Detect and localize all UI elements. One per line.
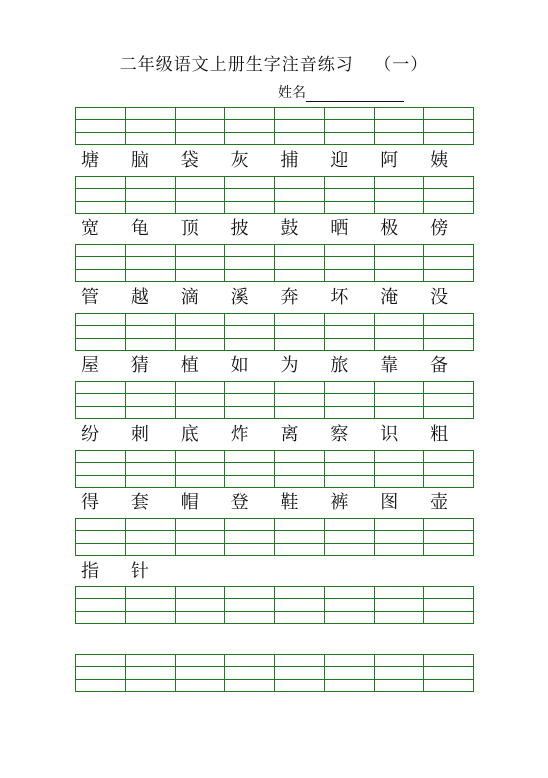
pinyin-cell[interactable] [176, 108, 226, 144]
pinyin-cell[interactable] [126, 245, 176, 281]
pinyin-cell[interactable] [126, 451, 176, 487]
hanzi-character: 坏 [330, 287, 349, 308]
name-label: 姓名 [278, 85, 306, 101]
pinyin-cell[interactable] [375, 519, 425, 555]
pinyin-cell[interactable] [76, 655, 126, 691]
hanzi-character: 植 [180, 355, 199, 376]
hanzi-character: 识 [380, 424, 399, 445]
hanzi-character: 套 [130, 492, 149, 513]
hanzi-character: 极 [380, 218, 399, 239]
pinyin-cell[interactable] [225, 245, 275, 281]
pinyin-cell[interactable] [176, 382, 226, 418]
hanzi-character: 粗 [430, 424, 449, 445]
hanzi-character: 溪 [230, 287, 249, 308]
hanzi-character [275, 560, 325, 584]
pinyin-grid [75, 244, 474, 282]
hanzi-character: 脑 [130, 150, 149, 171]
hanzi-character: 龟 [130, 218, 149, 239]
pinyin-cell[interactable] [275, 382, 325, 418]
pinyin-cell[interactable] [375, 314, 425, 350]
pinyin-cell[interactable] [424, 177, 473, 213]
pinyin-cell[interactable] [325, 655, 375, 691]
hanzi-character: 塘 [81, 150, 99, 171]
pinyin-cell[interactable] [275, 587, 325, 623]
character-row [75, 354, 474, 378]
pinyin-cell[interactable] [325, 519, 375, 555]
character-row [75, 560, 474, 584]
hanzi-character: 越 [130, 287, 149, 308]
hanzi-character: 炸 [230, 424, 249, 445]
hanzi-character [424, 560, 474, 584]
pinyin-grid [75, 107, 474, 145]
pinyin-cell[interactable] [176, 587, 226, 623]
hanzi-character: 姨 [430, 150, 449, 171]
pinyin-cell[interactable] [424, 245, 473, 281]
pinyin-grid [75, 654, 474, 692]
hanzi-character: 帽 [180, 492, 199, 513]
pinyin-cell[interactable] [176, 314, 226, 350]
pinyin-cell[interactable] [424, 655, 473, 691]
pinyin-cell[interactable] [76, 108, 126, 144]
pinyin-cell[interactable] [126, 108, 176, 144]
pinyin-cell[interactable] [375, 587, 425, 623]
pinyin-cell[interactable] [126, 655, 176, 691]
hanzi-character: 为 [280, 355, 299, 376]
pinyin-grid [75, 381, 474, 419]
pinyin-cell[interactable] [76, 519, 126, 555]
hanzi-character: 鞋 [280, 492, 299, 513]
hanzi-character: 得 [81, 492, 99, 513]
pinyin-grid [75, 313, 474, 351]
pinyin-cell[interactable] [126, 519, 176, 555]
pinyin-cell[interactable] [126, 382, 176, 418]
hanzi-character: 袋 [180, 150, 199, 171]
pinyin-cell[interactable] [375, 245, 425, 281]
hanzi-character [324, 560, 374, 584]
hanzi-character: 顶 [180, 218, 199, 239]
pinyin-cell[interactable] [325, 245, 375, 281]
hanzi-character: 没 [430, 287, 449, 308]
pinyin-cell[interactable] [76, 245, 126, 281]
character-row [75, 423, 474, 447]
character-row [75, 149, 474, 173]
hanzi-character: 察 [330, 424, 349, 445]
hanzi-character: 奔 [280, 287, 299, 308]
hanzi-character: 靠 [380, 355, 399, 376]
pinyin-cell[interactable] [225, 177, 275, 213]
pinyin-cell[interactable] [424, 519, 473, 555]
hanzi-character: 傍 [430, 218, 449, 239]
title-suffix: （一） [374, 55, 429, 75]
pinyin-cell[interactable] [275, 451, 325, 487]
pinyin-cell[interactable] [275, 519, 325, 555]
pinyin-cell[interactable] [275, 108, 325, 144]
pinyin-cell[interactable] [126, 314, 176, 350]
hanzi-character: 针 [130, 561, 149, 582]
pinyin-cell[interactable] [176, 451, 226, 487]
pinyin-cell[interactable] [275, 177, 325, 213]
pinyin-cell[interactable] [176, 519, 226, 555]
pinyin-cell[interactable] [76, 587, 126, 623]
pinyin-cell[interactable] [225, 314, 275, 350]
pinyin-cell[interactable] [275, 655, 325, 691]
hanzi-character [374, 560, 424, 584]
pinyin-cell[interactable] [325, 314, 375, 350]
hanzi-character: 猜 [130, 355, 149, 376]
hanzi-character: 滴 [180, 287, 199, 308]
hanzi-character: 迎 [330, 150, 349, 171]
pinyin-grid [75, 176, 474, 214]
pinyin-cell[interactable] [424, 314, 473, 350]
pinyin-cell[interactable] [375, 177, 425, 213]
pinyin-cell[interactable] [375, 451, 425, 487]
pinyin-cell[interactable] [126, 587, 176, 623]
pinyin-cell[interactable] [225, 655, 275, 691]
hanzi-character: 纷 [81, 424, 99, 445]
pinyin-cell[interactable] [325, 587, 375, 623]
title-text: 二年级语文上册生字注音练习 [119, 55, 354, 75]
pinyin-cell[interactable] [225, 519, 275, 555]
hanzi-character: 底 [180, 424, 199, 445]
pinyin-cell[interactable] [325, 382, 375, 418]
hanzi-character: 宽 [81, 218, 99, 239]
pinyin-cell[interactable] [176, 655, 226, 691]
hanzi-character: 指 [81, 561, 99, 582]
hanzi-character: 登 [230, 492, 249, 513]
hanzi-character: 捕 [280, 150, 299, 171]
hanzi-character: 屋 [81, 355, 99, 376]
pinyin-cell[interactable] [275, 245, 325, 281]
pinyin-cell[interactable] [225, 382, 275, 418]
hanzi-character: 图 [380, 492, 399, 513]
worksheet-title [0, 50, 548, 75]
pinyin-cell[interactable] [424, 108, 473, 144]
name-blank-line[interactable] [306, 86, 404, 102]
pinyin-cell[interactable] [176, 177, 226, 213]
pinyin-cell[interactable] [375, 655, 425, 691]
hanzi-character: 离 [280, 424, 299, 445]
pinyin-cell[interactable] [375, 108, 425, 144]
hanzi-character: 鼓 [280, 218, 299, 239]
hanzi-character: 裤 [330, 492, 349, 513]
hanzi-character: 管 [81, 287, 99, 308]
pinyin-cell[interactable] [325, 451, 375, 487]
pinyin-cell[interactable] [76, 451, 126, 487]
hanzi-character [175, 560, 225, 584]
hanzi-character: 灰 [230, 150, 249, 171]
hanzi-character: 壶 [430, 492, 449, 513]
hanzi-character: 淹 [380, 287, 399, 308]
hanzi-character: 晒 [330, 218, 349, 239]
hanzi-character: 披 [230, 218, 249, 239]
pinyin-cell[interactable] [176, 245, 226, 281]
hanzi-character: 阿 [380, 150, 399, 171]
character-row [75, 286, 474, 310]
pinyin-cell[interactable] [424, 587, 473, 623]
pinyin-cell[interactable] [225, 108, 275, 144]
pinyin-cell[interactable] [325, 108, 375, 144]
pinyin-cell[interactable] [325, 177, 375, 213]
character-row [75, 491, 474, 515]
pinyin-cell[interactable] [225, 451, 275, 487]
hanzi-character: 刺 [130, 424, 149, 445]
hanzi-character: 旅 [330, 355, 349, 376]
pinyin-grid [75, 586, 474, 624]
pinyin-cell[interactable] [424, 451, 473, 487]
name-field [278, 82, 404, 102]
pinyin-grid [75, 450, 474, 488]
pinyin-cell[interactable] [76, 382, 126, 418]
pinyin-grid [75, 518, 474, 556]
pinyin-cell[interactable] [375, 382, 425, 418]
pinyin-cell[interactable] [126, 177, 176, 213]
hanzi-character [225, 560, 275, 584]
pinyin-cell[interactable] [225, 587, 275, 623]
pinyin-cell[interactable] [76, 177, 126, 213]
pinyin-cell[interactable] [76, 314, 126, 350]
hanzi-character: 备 [430, 355, 449, 376]
character-row [75, 217, 474, 241]
pinyin-cell[interactable] [275, 314, 325, 350]
pinyin-cell[interactable] [424, 382, 473, 418]
hanzi-character: 如 [230, 355, 249, 376]
